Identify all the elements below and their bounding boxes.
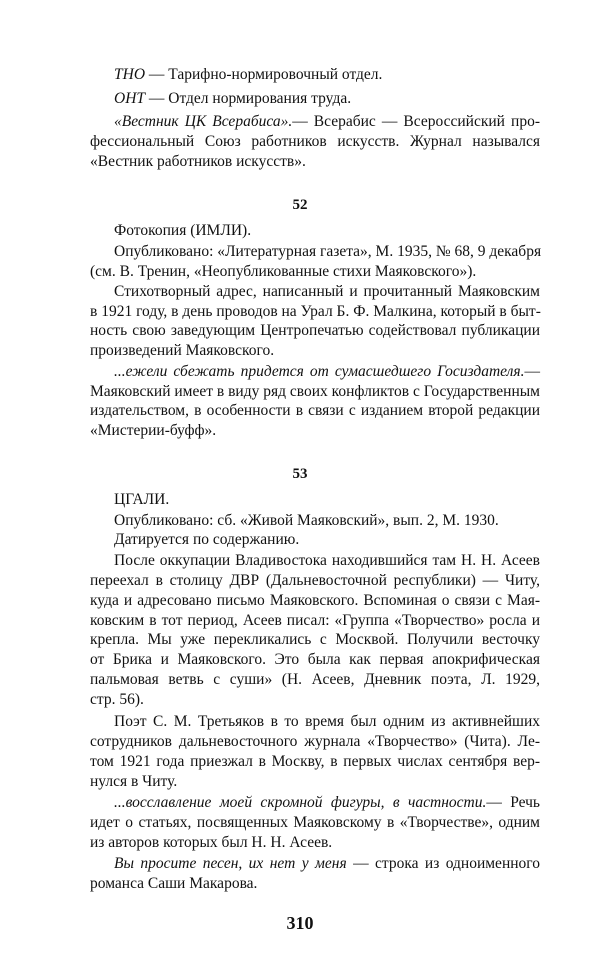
text-line: ЦГАЛИ. <box>114 491 170 508</box>
vestnik-title: «Вестник ЦК Всерабиса». <box>114 113 293 130</box>
text-line: из авторов которых был Н. Н. Асеев. <box>90 834 333 851</box>
quote-line: Вы просите песен, их нет у меня — строка из одноименного <box>114 855 541 872</box>
quote-line: ...восславление моей скромной фигуры, в частности.— Речь <box>114 794 540 811</box>
text-line: том 1921 года приезжал в Москву, в первых числах сентября вер- <box>90 753 540 770</box>
text-line: издательством, в особенности в связи с изданием второй редакции <box>90 402 540 419</box>
text-line: Фотокопия (ИМЛИ). <box>114 222 252 239</box>
text-line: крепла. Мы уже перекликались с Москвой. Получили весточку <box>90 631 540 648</box>
abbr-tno-line: ТНО — Тарифно-нормировочный отдел. <box>114 66 383 83</box>
text-line: в 1921 году, в день проводов на Урал Б. Ф. Малкина, который в быт- <box>90 303 541 320</box>
text-line: После оккупации Владивостока находившийся там Н. Н. Асеев <box>114 552 540 569</box>
page-number: 310 <box>286 913 314 933</box>
text-line: произведений Маяковского. <box>90 342 275 359</box>
note-number-52: 52 <box>292 197 308 213</box>
text-line: переехал в столицу ДВР (Дальневосточной республики) — Читу, <box>90 572 540 589</box>
text-line: ность свою заведующим Центропечатью содействовал публикации <box>90 322 540 339</box>
text-line: Стихотворный адрес, написанный и прочитанный Маяковским <box>114 283 540 300</box>
text-line: ковским в тот период, Асеев писал: «Группа «Творчество» росла и <box>90 612 540 629</box>
quote-pesni: Вы просите песен, их нет у меня <box>114 855 347 872</box>
text-line: «Мистерии-буфф». <box>90 422 217 439</box>
text-line: Опубликовано: сб. «Живой Маяковский», вып. 2, М. 1930. <box>114 512 499 529</box>
abbr-ont-line: ОНТ — Отдел нормирования труда. <box>114 90 352 107</box>
text-line: Маяковский имеет в виду ряд своих конфликтов с Государственным <box>90 383 540 400</box>
note-number-53: 53 <box>292 466 308 482</box>
text-line: нулся в Читу. <box>90 773 178 790</box>
text-line: Опубликовано: «Литературная газета», М. 1935, № 68, 9 декабря <box>114 243 542 260</box>
text-line: идет о статьях, посвященных Маяковскому в «Творчестве», одним <box>90 814 540 831</box>
text-line: романса Саши Макарова. <box>90 875 258 892</box>
quote-figura: ...восславление моей скромной фигуры, в частности. <box>114 794 487 811</box>
text-line: от Брика и Маяковского. Это была как первая апокрифическая <box>90 651 540 668</box>
text-line: фессиональный Союз работников искусств. Журнал назывался <box>90 133 540 150</box>
text-line: Поэт С. М. Третьяков в то время был одним из активнейших <box>114 713 540 730</box>
abbr-ont: ОНТ <box>114 90 146 107</box>
abbr-tno: ТНО <box>114 66 146 83</box>
text-line: (см. В. Тренин, «Неопубликованные стихи Маяковского»). <box>90 263 477 280</box>
text-line: «Вестник работников искусств». <box>90 153 306 170</box>
text-line: пальмовая ветвь с суши» (Н. Асеев, Дневник поэта, Л. 1929, <box>90 671 540 688</box>
text-line: стр. 56). <box>90 691 144 708</box>
vestnik-line: «Вестник ЦК Всерабиса».— Всерабис — Всероссийский про- <box>114 113 540 130</box>
quote-gosizdatel: ...ежели сбежать придется от сумасшедшего Госиздателя. <box>114 363 525 380</box>
quote-line: ...ежели сбежать придется от сумасшедшего Госиздателя.— <box>114 363 540 380</box>
text-line: сотрудников дальневосточного журнала «Творчество» (Чита). Ле- <box>90 733 540 750</box>
text-line: Датируется по содержанию. <box>114 531 300 548</box>
text-line: куда и адресовано письмо Маяковского. Вспоминая о связи с Мая- <box>90 592 540 609</box>
